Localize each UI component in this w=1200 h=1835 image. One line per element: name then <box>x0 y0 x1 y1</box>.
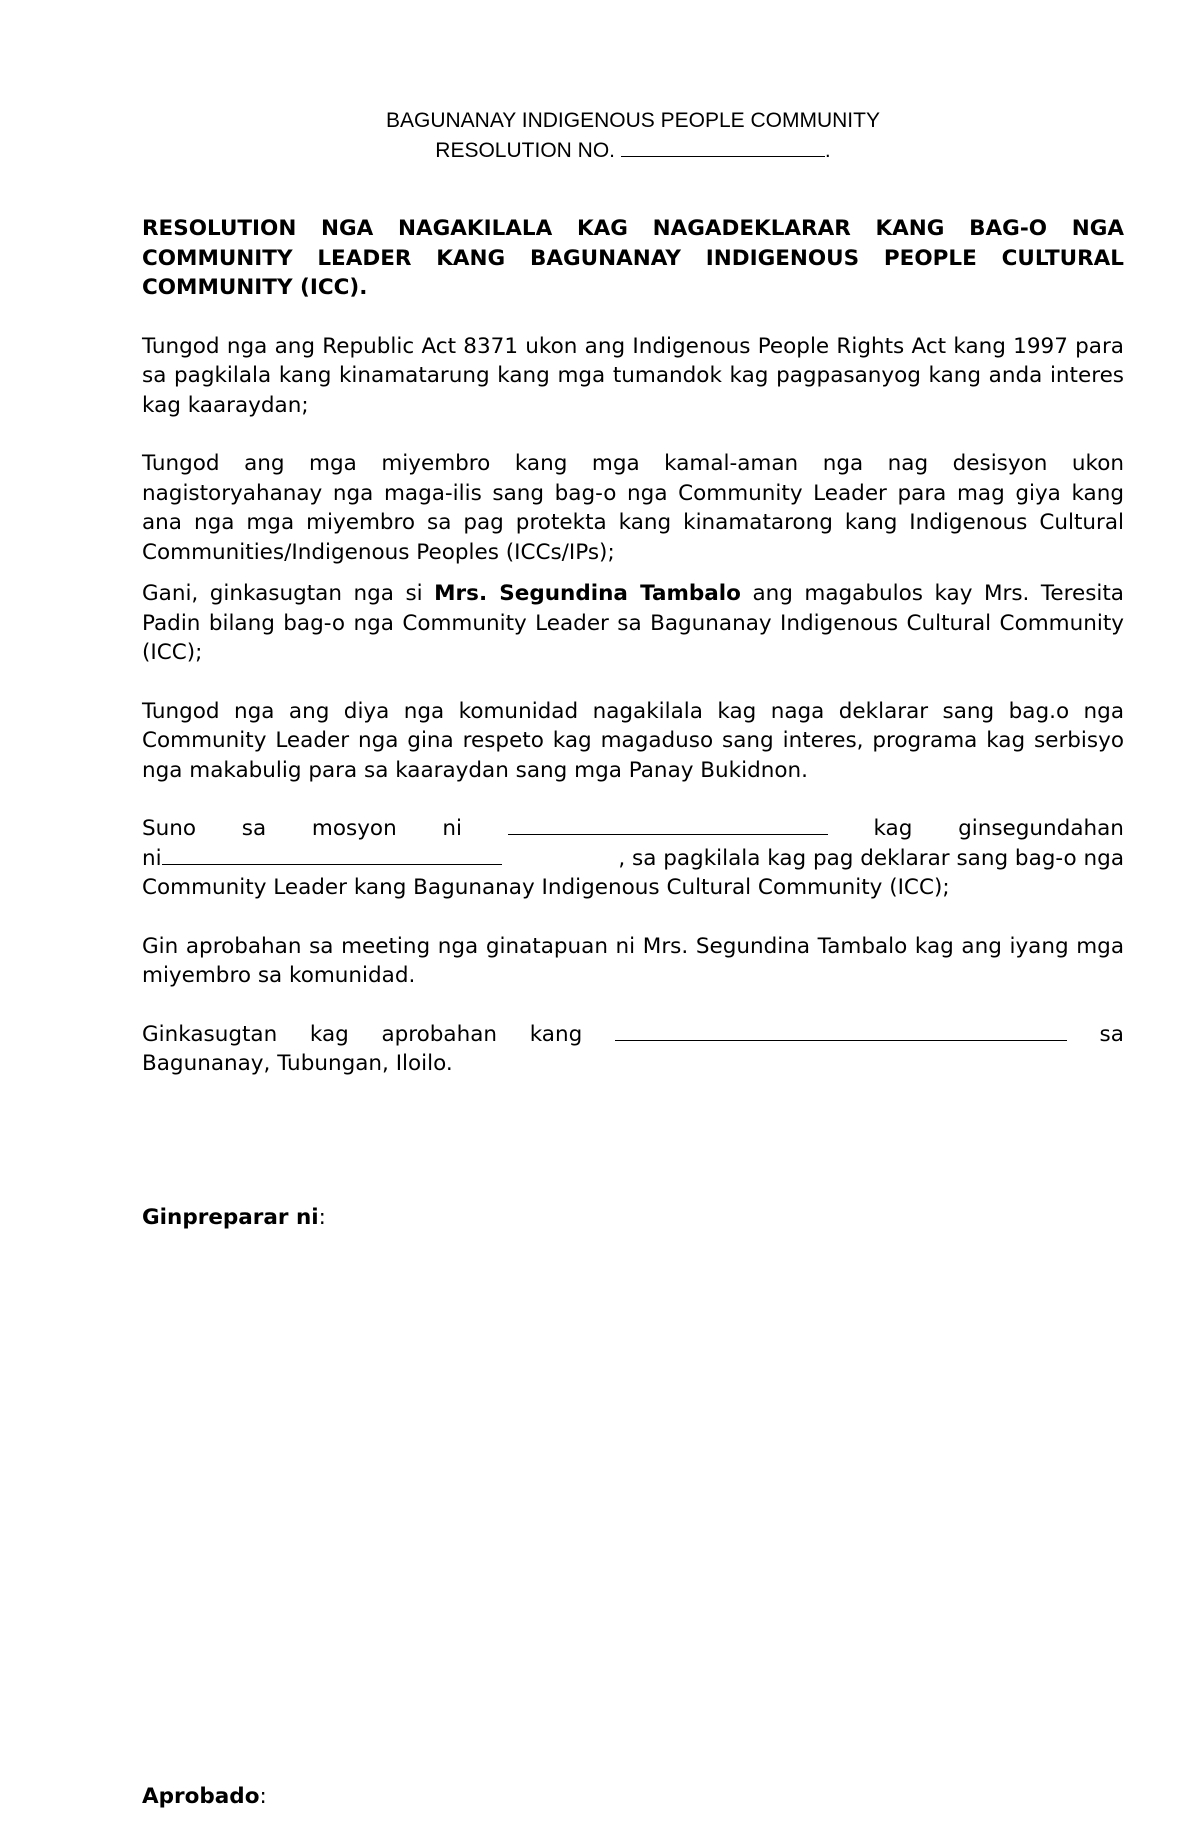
motion-word: Suno <box>142 816 197 841</box>
signed-word: Ginkasugtan <box>142 1021 278 1047</box>
resolution-number-end: . <box>824 139 831 162</box>
signed-line-2: Bagunanay, Tubungan, Iloilo. <box>142 1051 453 1076</box>
document-body <box>142 106 1124 1079</box>
signed-word: aprobahan <box>381 1021 498 1047</box>
paragraph-whereas-2: Tungod ang mga miyembro kang mga kamal-aman nga nag desisyon ukon nagistoryahanay nga maga-ilis sang bag-o nga Community Leader para mag giya kang ana nga mga miyembro sa pag protekta kang kinamatarong kang Indigenous Cultural Communities/Indigenous Peoples (ICCs/IPs); <box>142 451 1124 565</box>
paragraph-signed <box>142 1020 1124 1079</box>
motion-word: ginsegundahan <box>958 816 1124 841</box>
motion-word: mosyon <box>311 816 397 841</box>
paragraph-whereas-1: Tungod nga ang Republic Act 8371 ukon ang Indigenous People Rights Act kang 1997 para sa pagkilala kang kinamatarung kang mga tumandok kag pagpasanyog kang anda interes kag kaaraydan; <box>142 333 1124 418</box>
resolution-title: RESOLUTION NGA NAGAKILALA KAG NAGADEKLARAR KANG BAG-O NGA COMMUNITY LEADER KANG BAGUNANAY INDIGENOUS PEOPLE CULTURAL COMMUNITY (ICC). <box>142 216 1124 300</box>
prepared-by-text: Ginpreparar ni <box>142 1205 319 1230</box>
signed-word: sa <box>1099 1021 1124 1047</box>
paragraph-resolved <box>142 579 1124 668</box>
date-blank <box>615 1022 1067 1041</box>
motion-word: ni <box>142 845 162 871</box>
paragraph-resolved-post: ang magabulos kay Mrs. Teresita Padin bilang bag-o nga Community Leader sa Bagunanay Indigenous Cultural Community (ICC); <box>142 581 1124 665</box>
motion-word: sa <box>241 816 267 841</box>
resolution-number <box>142 136 1124 166</box>
approved-by-colon: : <box>259 1784 267 1809</box>
signed-word: kang <box>529 1021 583 1047</box>
prepared-by-label <box>142 1203 326 1233</box>
approved-by-text: Aprobado <box>142 1784 260 1809</box>
motion-line-2-start <box>142 844 502 874</box>
paragraph-motion <box>142 814 1124 903</box>
resolution-number-label: RESOLUTION NO. <box>435 139 615 162</box>
motion-line-3: Community Leader kang Bagunanay Indigenous Cultural Community (ICC); <box>142 875 950 900</box>
mover-name-blank <box>508 816 828 835</box>
leader-name: Mrs. Segundina Tambalo <box>434 581 741 606</box>
paragraph-resolved-pre: Gani, ginkasugtan nga si <box>142 581 435 606</box>
approved-by-label <box>142 1782 267 1812</box>
motion-line-2 <box>142 844 1124 874</box>
community-header: BAGUNANAY INDIGENOUS PEOPLE COMMUNITY <box>386 109 880 132</box>
signed-word: kag <box>309 1021 349 1047</box>
paragraph-approval: Gin aprobahan sa meeting nga ginatapuan ni Mrs. Segundina Tambalo kag ang iyang mga miyembro sa komunidad. <box>142 933 1124 988</box>
seconder-name-blank <box>162 846 502 865</box>
signed-line-1 <box>142 1020 1124 1050</box>
motion-word: ni <box>442 816 463 841</box>
prepared-by-colon: : <box>318 1205 326 1230</box>
resolution-number-blank <box>621 136 825 157</box>
motion-word: kag <box>873 816 913 841</box>
motion-line-2-rest: , sa pagkilala kag pag deklarar sang bag-o nga <box>618 845 1124 871</box>
paragraph-whereas-3: Tungod nga ang diya nga komunidad nagakilala kag naga deklarar sang bag.o nga Community Leader nga gina respeto kag magaduso sang interes, programa kag serbisyo nga makabulig para sa kaaraydan sang mga Panay Bukidnon. <box>142 698 1124 783</box>
motion-line-1 <box>142 814 1124 844</box>
